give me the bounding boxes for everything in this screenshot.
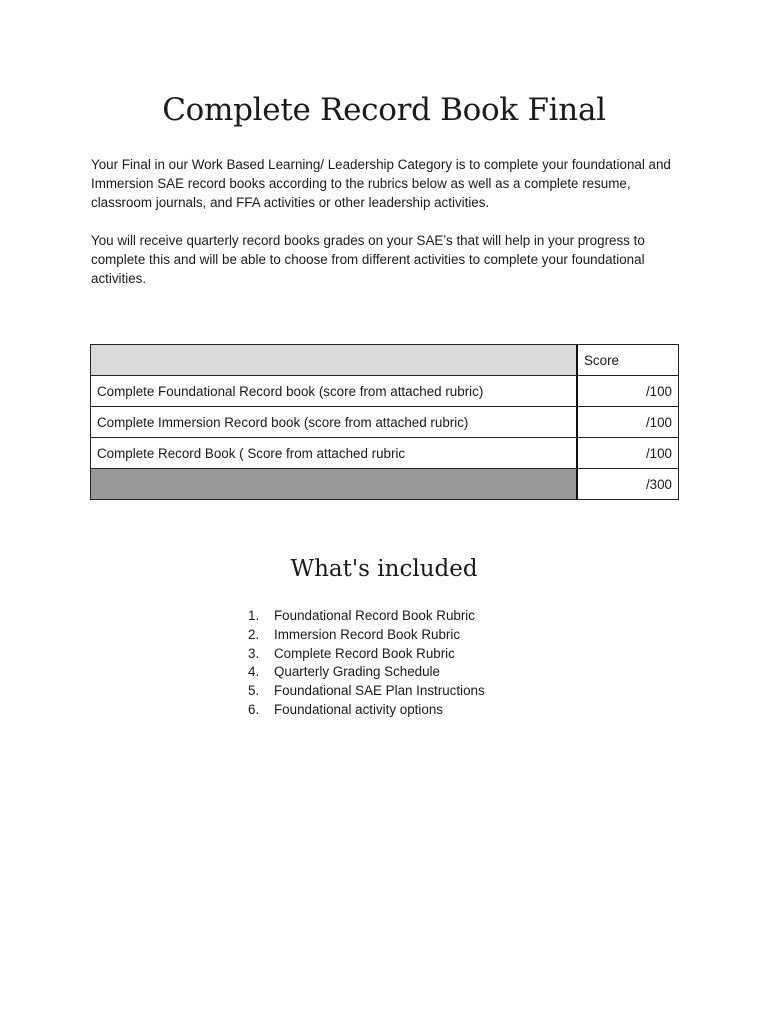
table-row (91, 376, 679, 407)
row-item-cell: Complete Record Book ( Score from attached rubric (91, 438, 578, 469)
row-item-cell: Complete Immersion Record book (score from attached rubric) (91, 407, 578, 438)
table-row (91, 438, 679, 469)
total-item-cell (91, 469, 578, 500)
list-item-number: 4. (248, 664, 260, 680)
list-item-text: Complete Record Book Rubric (274, 645, 455, 661)
score-table (90, 344, 679, 500)
row-score-cell: /100 (577, 407, 679, 438)
row-score-cell: /100 (577, 438, 679, 469)
header-item-cell (91, 345, 578, 376)
list-item-text: Immersion Record Book Rubric (274, 626, 461, 642)
list-item (244, 645, 485, 664)
row-item-cell: Complete Foundational Record book (score from attached rubric) (91, 376, 578, 407)
header-score-cell: Score (577, 345, 679, 376)
included-list (244, 607, 485, 720)
list-item-text: Foundational SAE Plan Instructions (274, 683, 485, 699)
intro-paragraph-1: Your Final in our Work Based Learning/ Leadership Category is to complete your foundational and Immersion SAE record books according to the rubrics below as well as a complete resume, classroom journals, and FFA activities or other leadership activities. (91, 157, 671, 210)
list-item (244, 626, 485, 645)
list-item-number: 6. (248, 701, 260, 717)
list-item-text: Foundational activity options (274, 701, 443, 717)
list-item-number: 1. (248, 608, 260, 623)
page-title: Complete Record Book Final (162, 92, 606, 128)
table-row (91, 407, 679, 438)
list-item (244, 682, 485, 701)
list-item (244, 701, 485, 720)
list-item-number: 3. (248, 645, 260, 661)
list-item-number: 2. (248, 626, 260, 642)
list-item-text: Foundational Record Book Rubric (274, 608, 475, 623)
list-item-text: Quarterly Grading Schedule (274, 664, 440, 680)
total-score-cell: /300 (577, 469, 679, 500)
list-item (244, 663, 485, 682)
table-header-row (91, 345, 679, 376)
list-item (244, 607, 485, 626)
included-heading: What's included (290, 556, 478, 582)
row-score-cell: /100 (577, 376, 679, 407)
intro-paragraph-2: You will receive quarterly record books grades on your SAE’s that will help in your progress to complete this and will be able to choose from different activities to complete your foundational activities. (91, 233, 645, 286)
table-total-row (91, 469, 679, 500)
list-item-number: 5. (248, 683, 260, 699)
